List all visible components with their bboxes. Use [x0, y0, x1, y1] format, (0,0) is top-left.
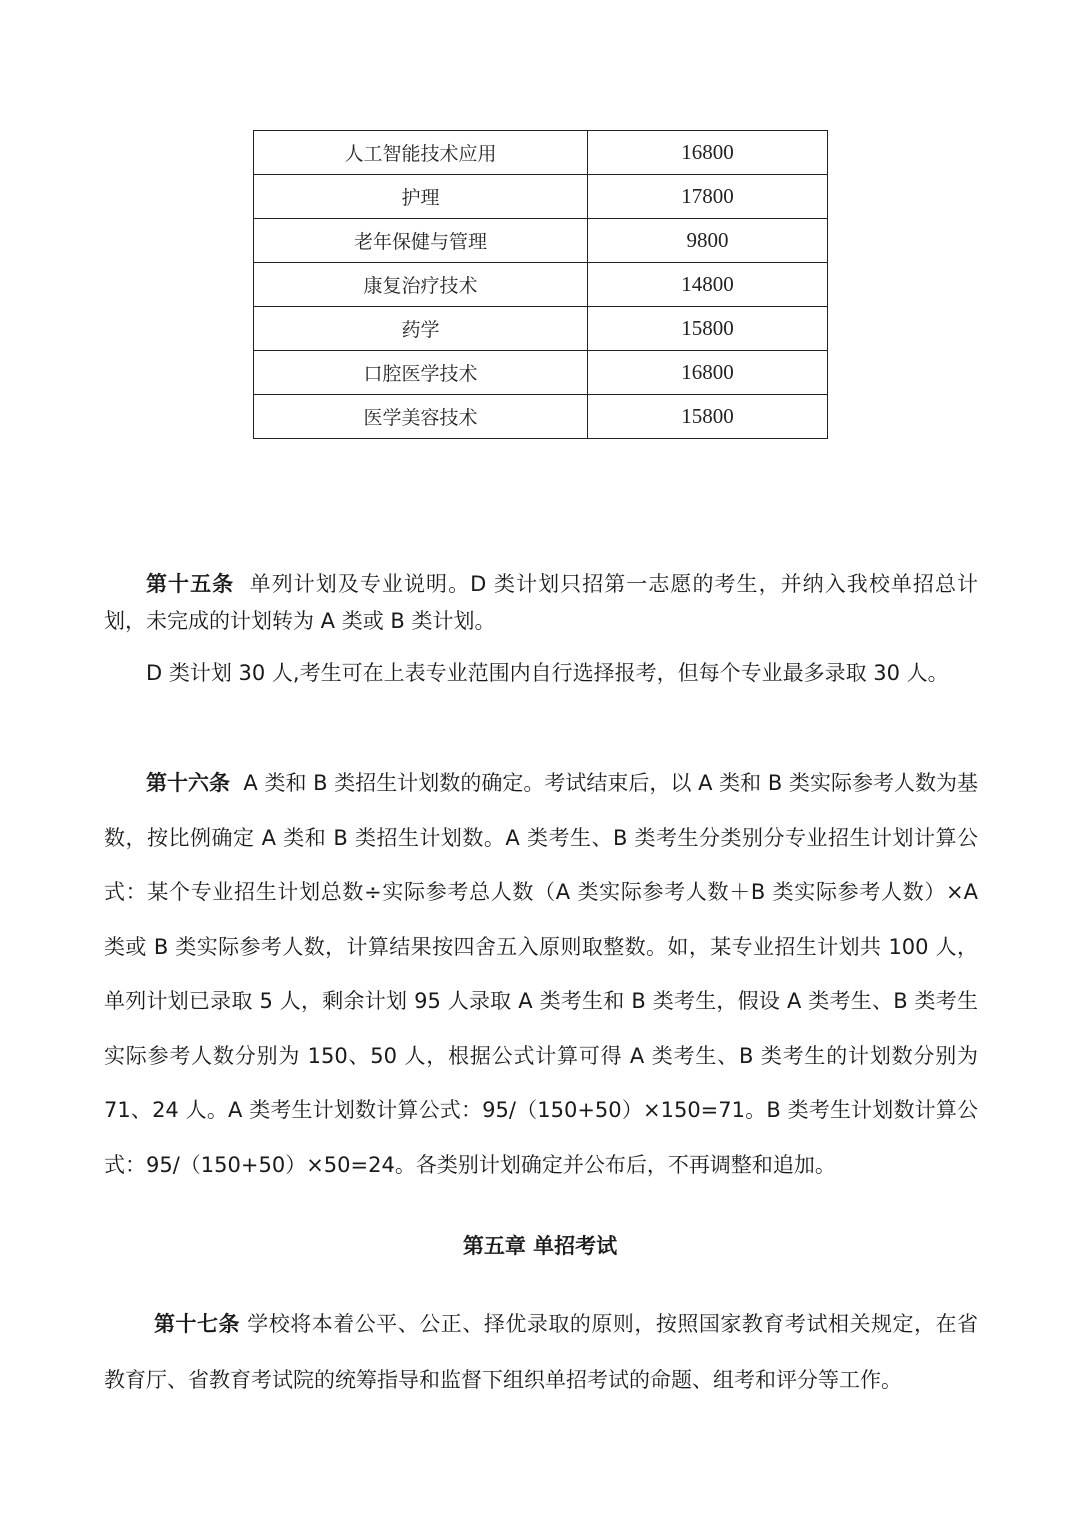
table-row [254, 131, 828, 175]
fee-cell: 9800 [588, 219, 828, 263]
fee-cell: 16800 [588, 131, 828, 175]
article-16-paragraph [104, 756, 978, 1192]
major-cell: 康复治疗技术 [254, 263, 588, 307]
chapter-title: 第五章 单招考试 [462, 1234, 618, 1258]
article-17-text: 学校将本着公平、公正、择优录取的原则，按照国家教育考试相关规定，在省教育厅、省教育考试院的统筹指导和监督下组织单招考试的命题、组考和评分等工作。 [104, 1312, 979, 1392]
fee-cell: 17800 [588, 175, 828, 219]
article-15-paragraph-2 [104, 655, 978, 692]
table-row [254, 351, 828, 395]
fee-cell: 14800 [588, 263, 828, 307]
major-cell: 人工智能技术应用 [254, 131, 588, 175]
fee-cell: 15800 [588, 395, 828, 439]
article-15-text-2: D 类计划 30 人,考生可在上表专业范围内自行选择报考，但每个专业最多录取 30 人。 [146, 661, 949, 685]
major-cell: 药学 [254, 307, 588, 351]
table-row [254, 307, 828, 351]
table-row [254, 175, 828, 219]
fee-cell: 16800 [588, 351, 828, 395]
article-16-text: A 类和 B 类招生计划数的确定。考试结束后，以 A 类和 B 类实际参考人数为基数，按比例确定 A 类和 B 类招生计划数。A 类考生、B 类考生分类别分专业招生计划计算公式：某个专业招生计划总数÷实际参考总人数（A 类实际参考人数＋B 类实际参考人数）×A 类或 B 类实际参考人数，计算结果按四舍五入原则取整数。如，某专业招生计划共 100 人，单列计划已录取 5 人，剩余计划 95 人录取 A 类考生和 B 类考生，假设 A 类考生、B 类考生实际参考人数分别为 150、50 人，根据公式计算可得 A 类考生、B 类考生的计划数分别为 71、24 人。A 类考生计划数计算公式：95/（150+50）×150=71。B 类考生计划数计算公式：95/（150+50）×50=24。各类别计划确定并公布后，不再调整和追加。 [104, 771, 978, 1177]
article-15-paragraph [104, 566, 978, 640]
article-17-label: 第十七条 [154, 1312, 241, 1336]
article-15-text: 单列计划及专业说明。D 类计划只招第一志愿的考生，并纳入我校单招总计划，未完成的计划转为 A 类或 B 类计划。 [104, 572, 979, 633]
table-row [254, 395, 828, 439]
major-cell: 护理 [254, 175, 588, 219]
major-cell: 老年保健与管理 [254, 219, 588, 263]
fee-cell: 15800 [588, 307, 828, 351]
major-cell: 医学美容技术 [254, 395, 588, 439]
article-17-paragraph [104, 1296, 978, 1408]
table-row [254, 263, 828, 307]
article-16-label: 第十六条 [146, 771, 231, 795]
table-row [254, 219, 828, 263]
fee-table [253, 130, 828, 439]
major-cell: 口腔医学技术 [254, 351, 588, 395]
article-15-label: 第十五条 [146, 572, 235, 596]
